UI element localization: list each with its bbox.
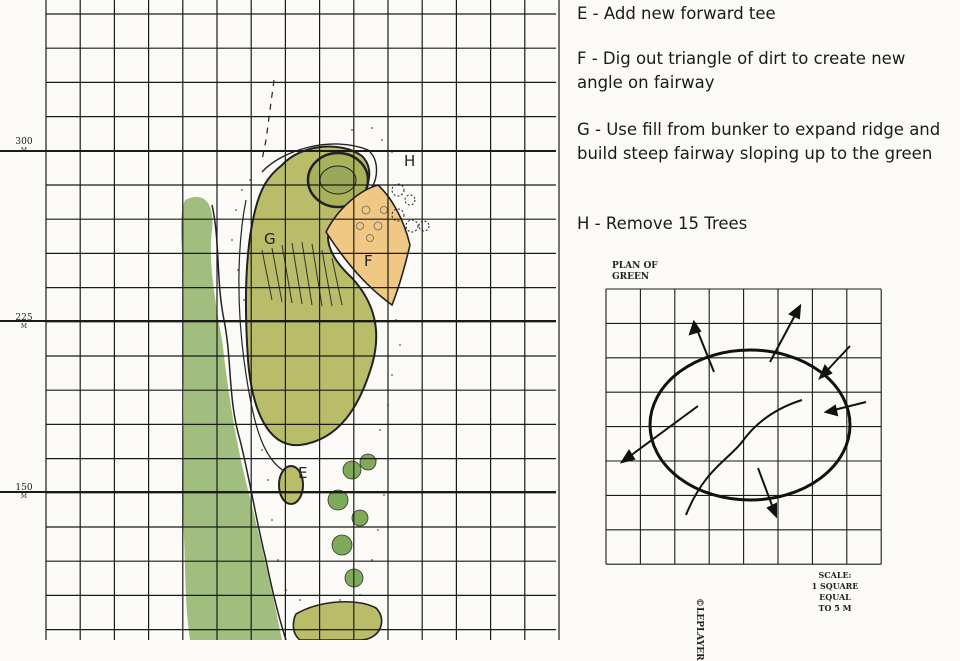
distance-value: 150 <box>15 483 33 493</box>
green-plan-title <box>612 261 658 283</box>
scale-line: 1 SQUARE <box>811 581 859 591</box>
note-e: E - Add new forward tee <box>577 4 776 23</box>
distance-value: 300 <box>15 137 33 147</box>
scale-line: EQUAL <box>819 592 851 602</box>
green-plan-title-line2: GREEN <box>612 272 650 282</box>
distance-unit: M <box>20 493 28 500</box>
area-label-e: E <box>298 464 308 482</box>
note-g: G - Use fill from bunker to expand ridge and build steep fairway sloping up to the green <box>577 120 941 163</box>
scale-line: TO 5 M <box>818 603 852 613</box>
signature: ©LEPLAYER <box>694 598 704 661</box>
distance-unit: M <box>20 147 28 154</box>
area-label-g: G <box>264 230 276 248</box>
forward-tee <box>279 466 303 504</box>
distance-mark-150 <box>4 484 44 500</box>
distance-mark-225 <box>4 314 44 330</box>
area-label-f: F <box>364 252 373 270</box>
distance-value: 225 <box>15 313 33 323</box>
note-f: F - Dig out triangle of dirt to create new angle on fairway <box>577 49 906 92</box>
distance-mark-300 <box>4 138 44 154</box>
note-h: H - Remove 15 Trees <box>577 214 748 233</box>
scale-line: SCALE: <box>818 570 852 580</box>
green-plan-title-line1: PLAN OF <box>612 261 658 271</box>
distance-unit: M <box>20 323 28 330</box>
area-label-h: H <box>404 152 416 170</box>
scale-note <box>800 570 870 614</box>
